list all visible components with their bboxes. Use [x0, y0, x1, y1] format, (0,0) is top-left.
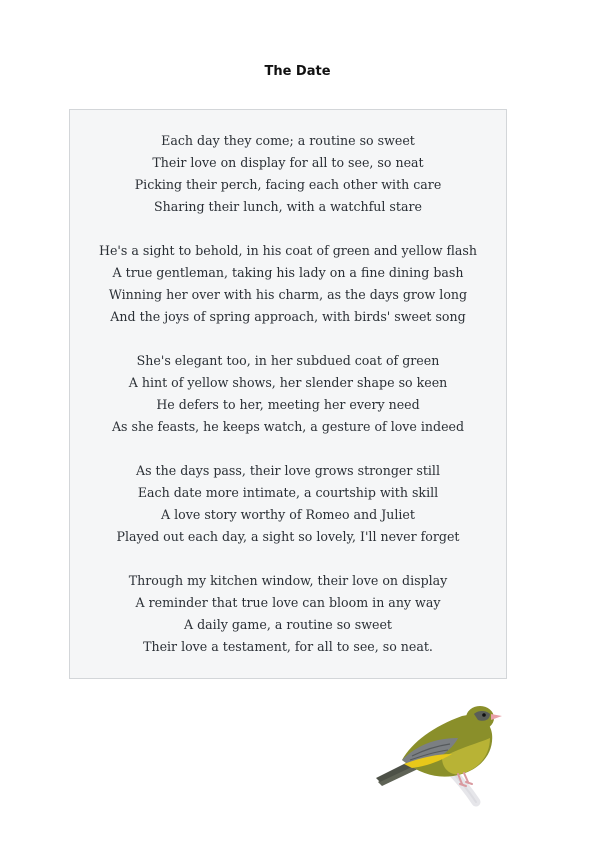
stanza-3 [70, 350, 506, 438]
poem-line: A hint of yellow shows, her slender shape so keen [128, 375, 448, 390]
greenfinch-bird-icon [372, 698, 506, 810]
poem-line: As the days pass, their love grows stronger still [136, 463, 440, 478]
poem-line: A daily game, a routine so sweet [184, 617, 392, 632]
poem-line: Sharing their lunch, with a watchful stare [154, 199, 422, 214]
poem-body [70, 130, 506, 680]
stanza-2 [70, 240, 506, 328]
poem-line: A true gentleman, taking his lady on a fine dining bash [112, 265, 464, 280]
poem-line: He's a sight to behold, in his coat of green and yellow flash [98, 243, 477, 258]
poem-line: Picking their perch, facing each other with care [134, 177, 442, 192]
poem-line: Each day they come; a routine so sweet [161, 133, 415, 148]
poem-line: A reminder that true love can bloom in any way [135, 595, 441, 610]
poem-line: Through my kitchen window, their love on display [128, 573, 448, 588]
poem-line: As she feasts, he keeps watch, a gesture of love indeed [111, 419, 465, 434]
poem-line: He defers to her, meeting her every need [156, 397, 420, 412]
stanza-5 [70, 570, 506, 658]
poem-line: Played out each day, a sight so lovely, I'll never forget [116, 529, 460, 544]
poem-title: The Date [264, 64, 331, 79]
stanza-1 [70, 130, 506, 218]
poem-line: Their love on display for all to see, so neat [152, 155, 424, 170]
poem-line: Each date more intimate, a courtship with skill [137, 485, 439, 500]
poem-line: Winning her over with his charm, as the days grow long [108, 287, 468, 302]
poem-panel [69, 109, 507, 679]
stanza-4 [70, 460, 506, 548]
poem-line: And the joys of spring approach, with birds' sweet song [110, 309, 466, 324]
poem-line: She's elegant too, in her subdued coat of green [136, 353, 440, 368]
poem-line: Their love a testament, for all to see, so neat. [143, 639, 433, 654]
poem-line: A love story worthy of Romeo and Juliet [161, 507, 415, 522]
